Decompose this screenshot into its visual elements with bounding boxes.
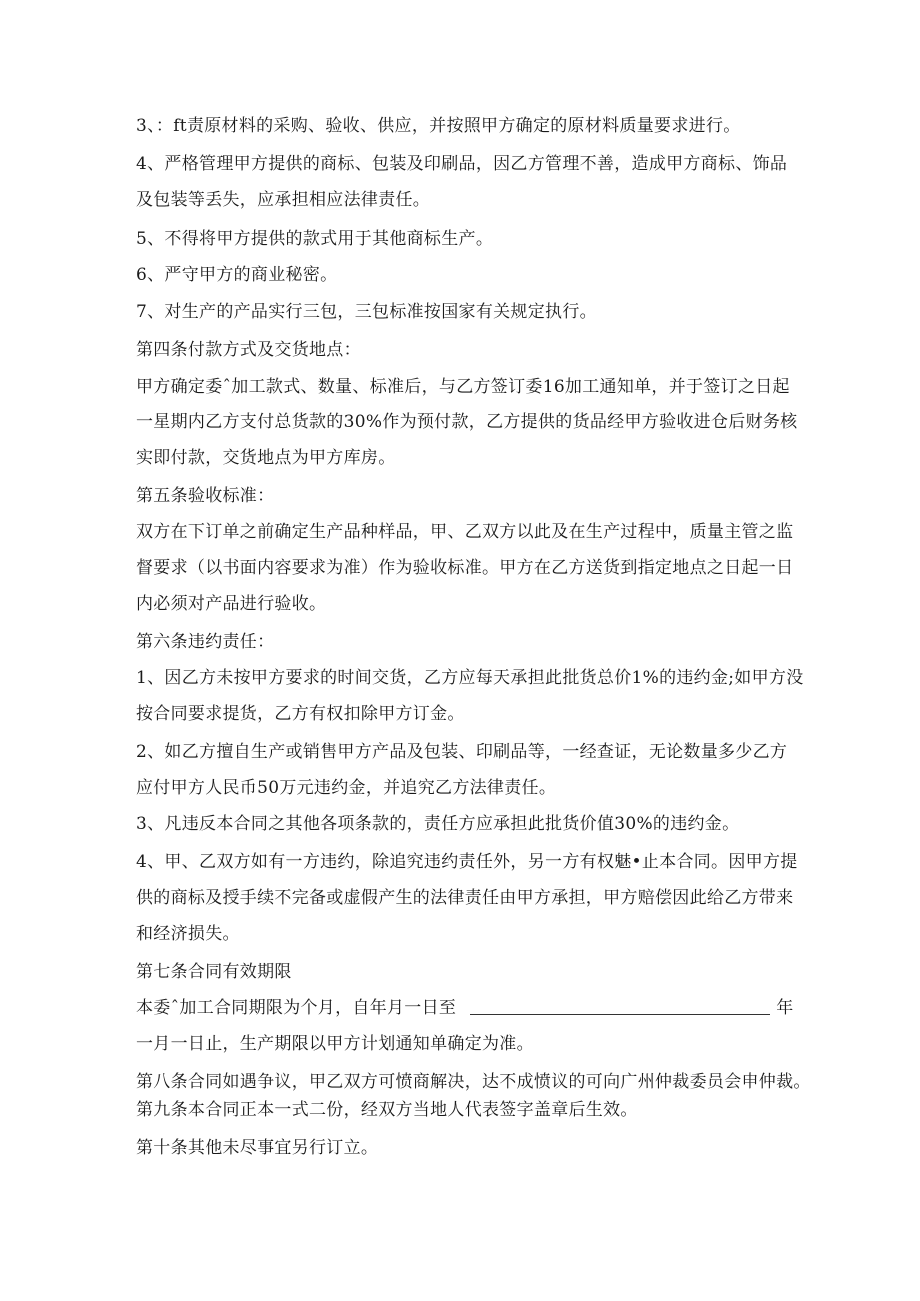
clause-line: 3、：ft责原材料的采购、验收、供应，并按照甲方确定的原材料质量要求进行。 [136,116,741,136]
clause-line: 第十条其他未尽事宜另行订立。 [136,1138,379,1158]
section-heading: 第五条验收标准： [136,486,275,506]
clause-line: 4、甲、乙双方如有一方违约，除追究违约责任外，另一方有权魅•止本合同。因甲方提 [136,852,798,872]
clause-line: 一月一日止，生产期限以甲方计划通知单确定为准。 [136,1034,534,1054]
clause-line: 及包装等丢失，应承担相应法律责任。 [136,190,431,210]
clause-line: 和经济损失。 [136,924,240,944]
section-heading: 第七条合同有效期限 [136,962,292,982]
clause-line: 供的商标及授手续不完备或虚假产生的法律责任由甲方承担，甲方赔偿因此给乙方带来 [136,888,794,908]
section-heading: 第六条违约责任： [136,632,275,652]
clause-line: 4、严格管理甲方提供的商标、包装及印刷品，因乙方管理不善，造成甲方商标、饰品 [136,154,788,174]
clause-line: 双方在下订单之前确定生产品种样品，甲、乙双方以此及在生产过程中，质量主管之监 [136,522,794,542]
clause-line: 6、严守甲方的商业秘密。 [136,265,338,285]
clause-line: 2、如乙方擅自生产或销售甲方产品及包装、印刷品等，一经查证，无论数量多少乙方 [136,742,788,762]
section-heading: 第四条付款方式及交货地点： [136,340,361,360]
clause-line: 1、因乙方未按甲方要求的时间交货，乙方应每天承担此批货总价1%的违约金;如甲方没 [136,668,804,688]
clause-line: 一星期内乙方支付总货款的30%作为预付款，乙方提供的货品经甲方验收进仓后财务核 [136,412,798,432]
clause-line: 第八条合同如遇争议，甲乙双方可愤商解决，达不成愤议的可向广州仲裁委员会申仲裁。 [136,1072,811,1092]
clause-line: 应付甲方人民币50万元违约金，并追究乙方法律责任。 [136,778,557,798]
term-line [136,996,794,1020]
clause-line: 3、凡违反本合同之其他各项条款的，责任方应承担此批货价值30%的违约金。 [136,814,740,834]
clause-line: 7、对生产的产品实行三包，三包标准按国家有关规定执行。 [136,302,597,322]
term-year-label: 年 [776,998,794,1018]
clause-line: 督要求（以书面内容要求为准）作为验收标准。甲方在乙方送货到指定地点之日起一日 [136,558,794,578]
clause-line: 按合同要求提货，乙方有权扣除甲方订金。 [136,704,465,724]
clause-line: 5、不得将甲方提供的款式用于其他商标生产。 [136,229,494,249]
clause-line: 第九条本合同正本一式二份，经双方当地人代表签字盖章后生效。 [136,1100,638,1120]
clause-line: 内必须对产品进行验收。 [136,594,327,614]
date-blank-field [470,996,770,1015]
clause-line: 甲方确定委ˆ加工款式、数量、标准后，与乙方签订委16加工通知单，并于签订之日起 [136,377,790,397]
clause-line: 实即付款，交货地点为甲方库房。 [136,448,396,468]
term-text: 本委ˆ加工合同期限为个月，自年月一日至 [136,998,457,1018]
